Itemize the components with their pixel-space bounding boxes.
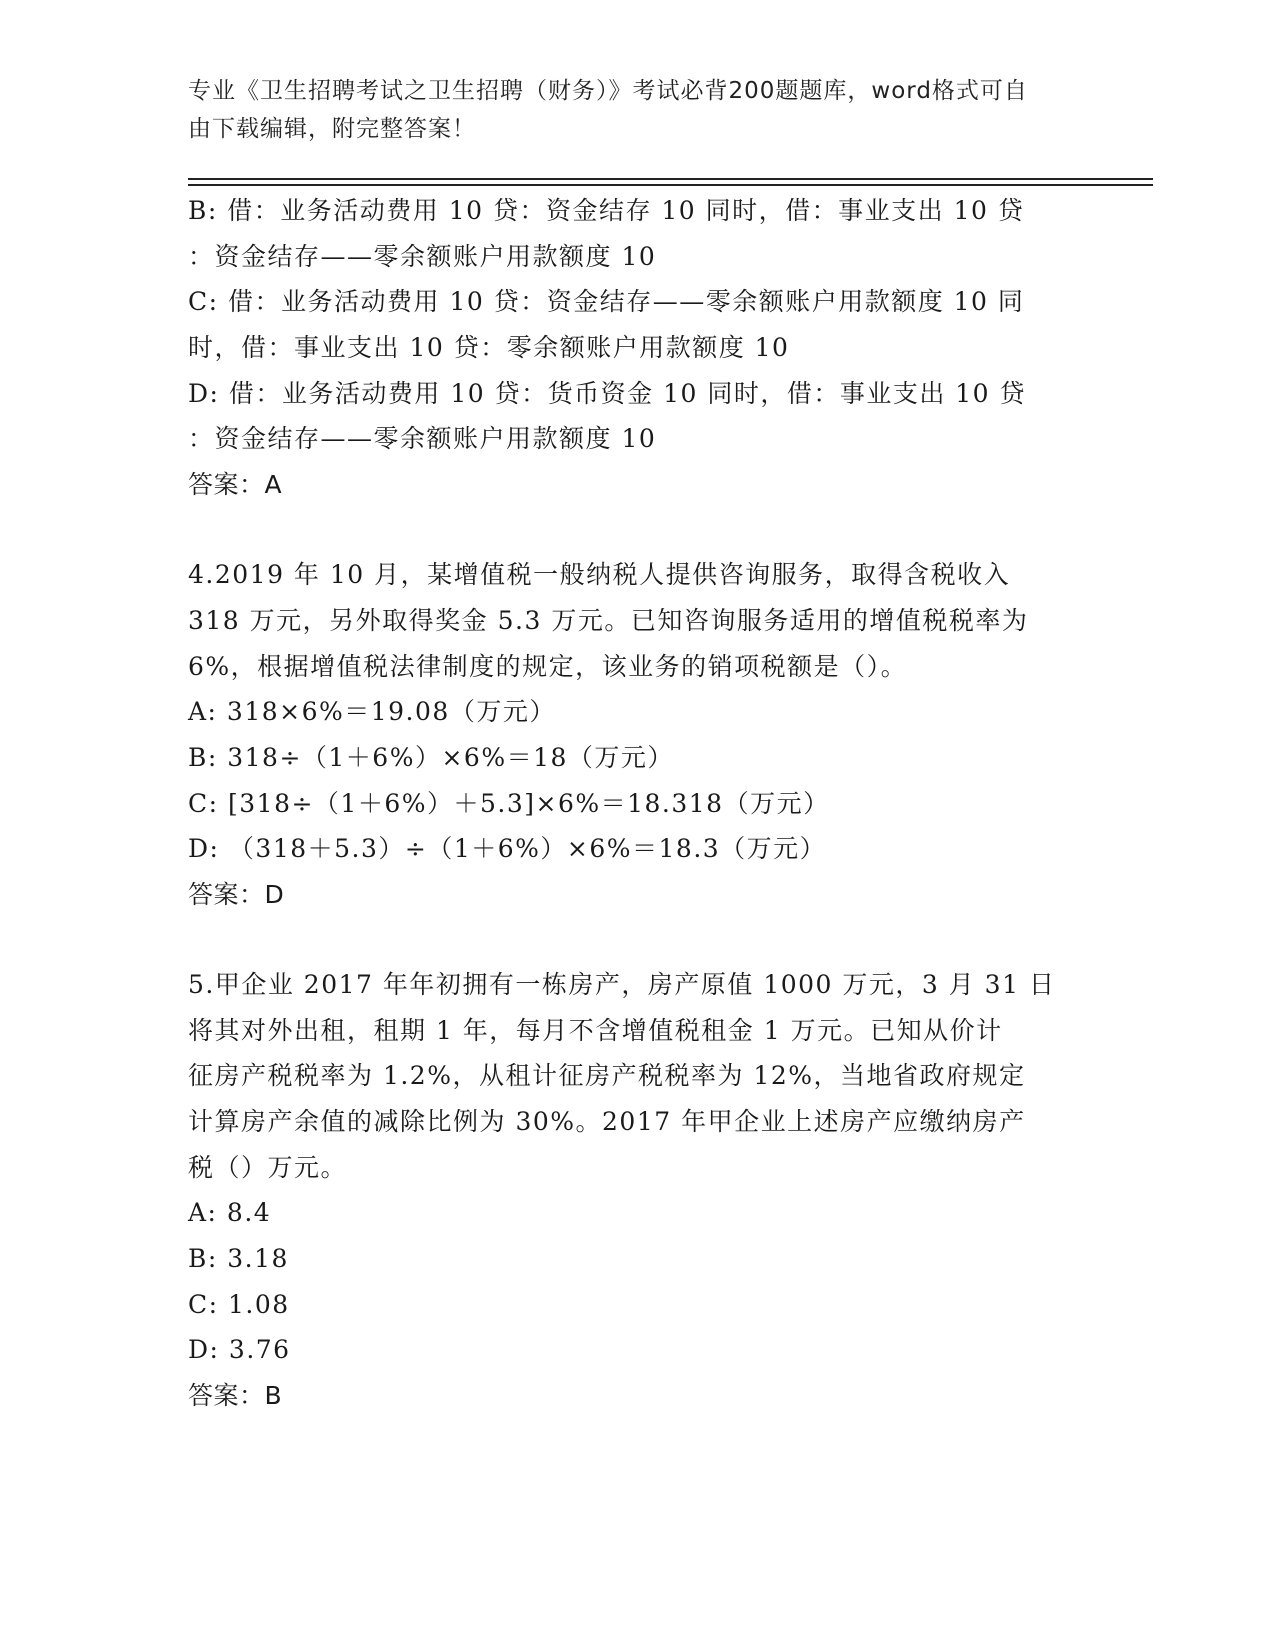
option-c: C: [318÷（1＋6%）＋5.3]×6%＝18.318（万元）: [188, 788, 830, 818]
option-d: D: （318＋5.3）÷（1＋6%）×6%＝18.3（万元）: [188, 834, 827, 864]
document-header: [188, 72, 1088, 148]
answer-line: 答案：A: [188, 470, 283, 500]
question-stem-line-4: 计算房产余值的减除比例为 30%。2017 年甲企业上述房产应缴纳房产: [188, 1107, 1026, 1136]
question-stem-line-3: 6%，根据增值税法律制度的规定，该业务的销项税额是（）。: [188, 651, 908, 681]
document-body: [188, 188, 1088, 1419]
header-divider-top: [188, 178, 1153, 180]
question-4: [188, 552, 1088, 918]
header-line-1: 专业《卫生招聘考试之卫生招聘（财务）》考试必背200题题库，word格式可自: [188, 78, 1028, 104]
option-d: D: 3.76: [188, 1335, 291, 1365]
question-stem-line-2: 318 万元，另外取得奖金 5.3 万元。已知咨询服务适用的增值税税率为: [188, 605, 1029, 635]
option-a: A: 318×6%＝19.08（万元）: [188, 697, 556, 727]
option-b-line-2: ：资金结存——零余额账户用款额度 10: [188, 241, 657, 271]
option-c: C: 1.08: [188, 1289, 290, 1319]
header-line-2: 由下载编辑，附完整答案！: [188, 116, 476, 142]
option-c-line-2: 时，借：事业支出 10 贷：零余额账户用款额度 10: [188, 333, 790, 363]
question-stem-line-5: 税（）万元。: [188, 1152, 348, 1182]
header-divider-bottom: [188, 184, 1153, 186]
question-stem-line-1: 5.甲企业 2017 年年初拥有一栋房产，房产原值 1000 万元，3 月 31 日: [188, 969, 1056, 999]
question-stem-line-2: 将其对外出租，租期 1 年，每月不含增值税租金 1 万元。已知从价计: [188, 1015, 1003, 1045]
option-d-line-2: ：资金结存——零余额账户用款额度 10: [188, 424, 657, 454]
question-stem-line-1: 4.2019 年 10 月，某增值税一般纳税人提供咨询服务，取得含税收入: [188, 560, 1011, 590]
question-5: [188, 962, 1088, 1419]
option-b-line-1: B: 借：业务活动费用 10 贷：资金结存 10 同时，借：事业支出 10 贷: [188, 196, 1025, 225]
option-c-line-1: C: 借：业务活动费用 10 贷：资金结存——零余额账户用款额度 10 同: [188, 287, 1025, 317]
question-3-continued: [188, 188, 1088, 508]
option-b: B: 3.18: [188, 1244, 289, 1274]
question-spacer: [188, 508, 1088, 552]
option-a: A: 8.4: [188, 1198, 272, 1228]
question-stem-line-3: 征房产税税率为 1.2%，从租计征房产税税率为 12%，当地省政府规定: [188, 1061, 1026, 1091]
answer-line: 答案：D: [188, 879, 285, 909]
option-b: B: 318÷（1＋6%）×6%＝18（万元）: [188, 742, 674, 772]
option-d-line-1: D: 借：业务活动费用 10 贷：货币资金 10 同时，借：事业支出 10 贷: [188, 378, 1027, 408]
answer-line: 答案：B: [188, 1381, 283, 1411]
question-spacer: [188, 918, 1088, 962]
